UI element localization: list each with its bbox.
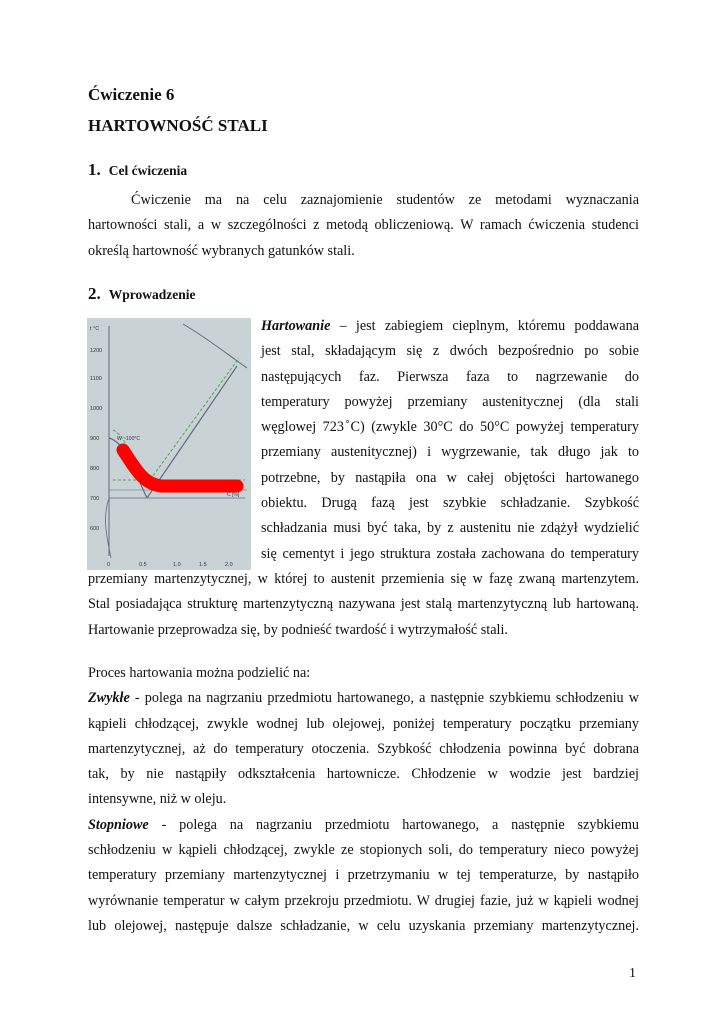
section-1-paragraph bbox=[88, 188, 639, 264]
paragraph-line: hartowności stali, a w szczególności z metodą obliczeniową. W ramach ćwiczenia studenci bbox=[88, 217, 639, 234]
paragraph-line: przemiany austenitycznej) i wygrzewanie, tak długo jak to bbox=[261, 444, 639, 461]
y-tick-label: 700 bbox=[90, 496, 100, 502]
paragraph-line: kąpieli chłodzącej, zwykle wodnej lub olejowej, poniżej temperatury początku przemiany bbox=[88, 715, 639, 732]
iron-carbon-diagram-figure bbox=[87, 318, 251, 570]
hardening-temperature-chart bbox=[87, 318, 251, 570]
y-tick-label: 1000 bbox=[90, 406, 103, 412]
figure-label-w: W ~100°C bbox=[117, 436, 140, 442]
paragraph-line: lub olejowej, następuje dalsze schładzanie, w celu uzyskania przemiany martenzytycznej. bbox=[88, 917, 639, 934]
y-axis-unit: t °C bbox=[90, 326, 100, 332]
paragraph-line: Hartowanie – jest zabiegiem cieplnym, któremu poddawana bbox=[261, 318, 639, 334]
chapter-title: Ćwiczenie 6 bbox=[88, 85, 175, 104]
paragraph-line: potrzebne, by nastąpiła ona w całej objętości hartowanego bbox=[261, 469, 639, 486]
section-1-number: 1. bbox=[88, 160, 101, 179]
paragraph-line: tak, by nie nastąpiły odkształcenia hartownicze. Chłodzenie w wodzie jest bardziej bbox=[88, 766, 639, 783]
paragraph-line: schłodzeniu w kąpieli chłodzącej, zwykle ze stopionych soli, do temperatury nieco powyżej bbox=[88, 842, 639, 859]
paragraph-line: określą hartowność wybranych gatunków stali. bbox=[88, 242, 355, 259]
section-2-heading bbox=[88, 284, 196, 304]
page-number: 1 bbox=[629, 966, 636, 981]
section-1-heading bbox=[88, 160, 187, 180]
paragraph-line: schładzania musi być taka, by z austenitu nie zdążył wydzielić bbox=[261, 520, 639, 537]
section-2-number: 2. bbox=[88, 284, 101, 303]
section-1-title: Cel ćwiczenia bbox=[108, 163, 188, 178]
paragraph-line: się cementyt i jego struktura została zachowana do temperatury bbox=[261, 545, 639, 562]
paragraph-line: intensywne, niż w oleju. bbox=[88, 791, 227, 808]
paragraph-line: Zwykłe - polega na nagrzaniu przedmiotu hartowanego, a następnie szybkiemu schłodzeniu w bbox=[88, 690, 639, 707]
paragraph-line: przemiany martenzytycznej, w której to austenit przemienia się w fazę zwaną martenzytem. bbox=[88, 571, 639, 587]
term-stopniowe: Stopniowe bbox=[88, 816, 149, 833]
paragraph-line: wyrównanie temperatur w całym przekroju przedmiotu. W drugiej fazie, już w kąpieli wodnej bbox=[88, 892, 639, 909]
paragraph-line: węglowej 723 ̊C) (zwykle 30°C do 50°C powyżej temperatury bbox=[261, 419, 639, 436]
paragraph-line: Stopniowe - polega na nagrzaniu przedmiotu hartowanego, a następnie szybkiemu bbox=[88, 816, 639, 833]
x-tick-label: 0 bbox=[107, 562, 111, 568]
document-title: HARTOWNOŚĆ STALI bbox=[88, 116, 268, 135]
ferrite-line bbox=[105, 498, 111, 558]
figure-label-x: C [%] bbox=[227, 492, 240, 498]
paragraph-line: Ćwiczenie ma na celu zaznajomienie studentów ze metodami wyznaczania bbox=[131, 192, 639, 208]
solidus-line bbox=[183, 324, 247, 368]
hardening-temperature-band bbox=[123, 450, 237, 486]
process-intro: Proces hartowania można podzielić na: bbox=[88, 665, 311, 681]
x-tick-label: 0.5 bbox=[139, 562, 147, 568]
paragraph-line: Hartowanie przeprowadza się, by podnieść twardość i wytrzymałość stali. bbox=[88, 621, 508, 638]
section-2-wrapped-paragraph bbox=[261, 314, 639, 567]
x-tick-label: 2.0 bbox=[225, 562, 233, 568]
paragraph-line: następujących faz. Pierwsza faza to nagrzewanie do bbox=[261, 368, 639, 385]
term-hartowanie: Hartowanie bbox=[261, 318, 331, 334]
section-2-full-paragraph bbox=[88, 567, 639, 643]
acm-line bbox=[147, 366, 237, 498]
paragraph-line: obiektu. Drugą fazą jest szybkie schładzanie. Szybkość bbox=[261, 495, 639, 512]
y-tick-label: 900 bbox=[90, 436, 100, 442]
section-2-title: Wprowadzenie bbox=[108, 287, 196, 302]
x-tick-label: 1.5 bbox=[199, 562, 207, 568]
term-zwykle: Zwykłe bbox=[88, 690, 130, 707]
y-tick-label: 1200 bbox=[90, 348, 103, 354]
paragraph-line: martenzytycznej, aż do temperatury otoczenia. Szybkość chłodzenia powinna być dobrana bbox=[88, 740, 639, 757]
paragraph-line: temperatury przemiany martenzytycznej i przetrzymaniu w tej temperaturze, by nastąpiło bbox=[88, 867, 639, 884]
paragraph-line: Stal posiadająca strukturę martenzytyczną nazywana jest stalą martenzytyczną lub hartowaną. bbox=[88, 596, 639, 613]
process-paragraph bbox=[88, 661, 639, 939]
y-tick-label: 800 bbox=[90, 466, 100, 472]
y-tick-label: 1100 bbox=[90, 376, 102, 382]
paragraph-line: temperatury powyżej przemiany austenitycznej (dla stali bbox=[261, 393, 639, 410]
x-tick-label: 1.0 bbox=[173, 562, 181, 568]
y-tick-label: 600 bbox=[90, 526, 100, 532]
paragraph-line: jest stal, składającym się z dwóch bezpośrednio po sobie bbox=[261, 343, 639, 360]
